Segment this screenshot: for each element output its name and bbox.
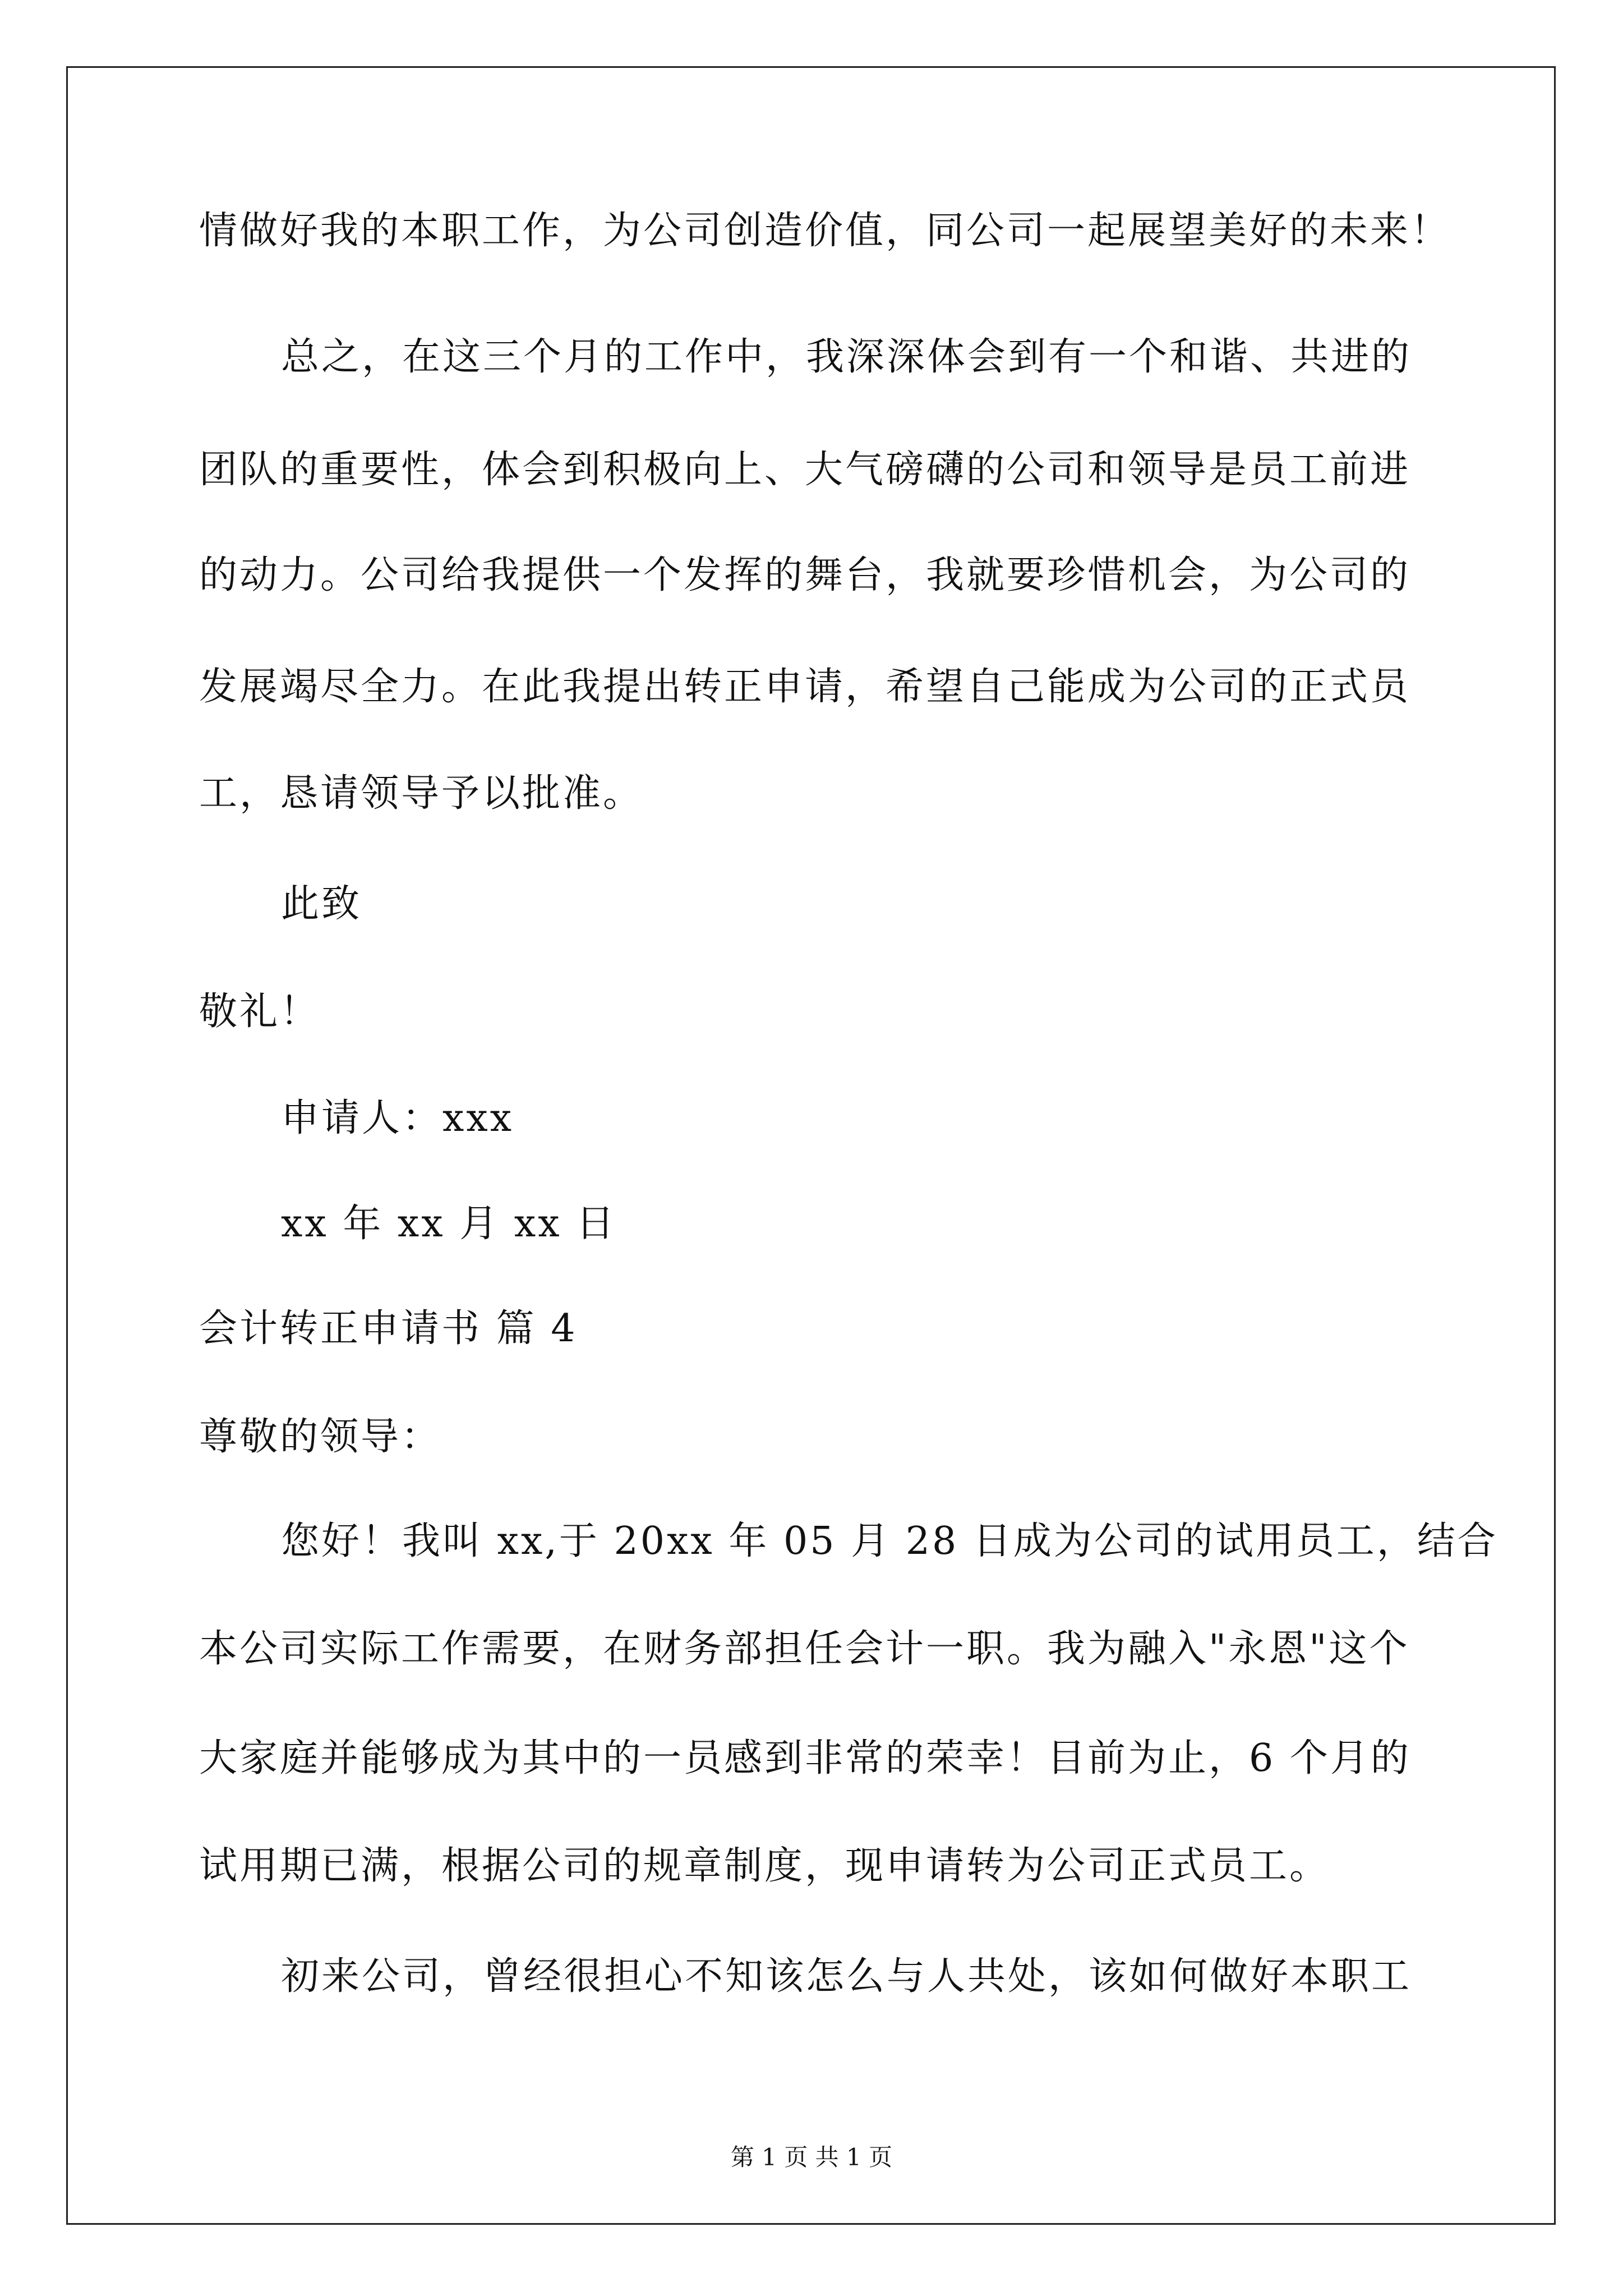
closing-salutation: 此致 <box>281 882 362 926</box>
paragraph-line: 初来公司，曾经很担心不知该怎么与人共处，该如何做好本职工 <box>281 1954 1412 1999</box>
paragraph-line: 试用期已满，根据公司的规章制度，现申请转为公司正式员工。 <box>199 1844 1330 1888</box>
paragraph-line: 本公司实际工作需要，在财务部担任会计一职。我为融入"永恩"这个 <box>199 1627 1410 1671</box>
paragraph-line: 的动力。公司给我提供一个发挥的舞台，我就要珍惜机会，为公司的 <box>199 553 1411 597</box>
paragraph-line: 发展竭尽全力。在此我提出转正申请，希望自己能成为公司的正式员 <box>199 665 1411 709</box>
page-border <box>66 66 1556 2225</box>
letter-greeting: 尊敬的领导： <box>199 1415 442 1459</box>
paragraph-line: 工，恳请领导予以批准。 <box>199 771 644 816</box>
closing-respect: 敬礼！ <box>199 990 321 1034</box>
signature-date: xx 年 xx 月 xx 日 <box>281 1202 617 1246</box>
section-heading: 会计转正申请书 篇 4 <box>199 1306 578 1351</box>
paragraph-line: 总之，在这三个月的工作中，我深深体会到有一个和谐、共进的 <box>281 335 1412 379</box>
paragraph-line: 大家庭并能够成为其中的一员感到非常的荣幸！目前为止，6 个月的 <box>199 1736 1411 1780</box>
paragraph-line: 团队的重要性，体会到积极向上、大气磅礴的公司和领导是员工前进 <box>199 448 1411 492</box>
paragraph-line: 您好！我叫 xx,于 20xx 年 05 月 28 日成为公司的试用员工，结合 <box>281 1519 1498 1563</box>
paragraph-line: 情做好我的本职工作，为公司创造价值，同公司一起展望美好的未来！ <box>199 209 1451 253</box>
applicant-signature: 申请人：xxx <box>281 1096 514 1140</box>
page-number-footer: 第 1 页 共 1 页 <box>730 2143 893 2171</box>
